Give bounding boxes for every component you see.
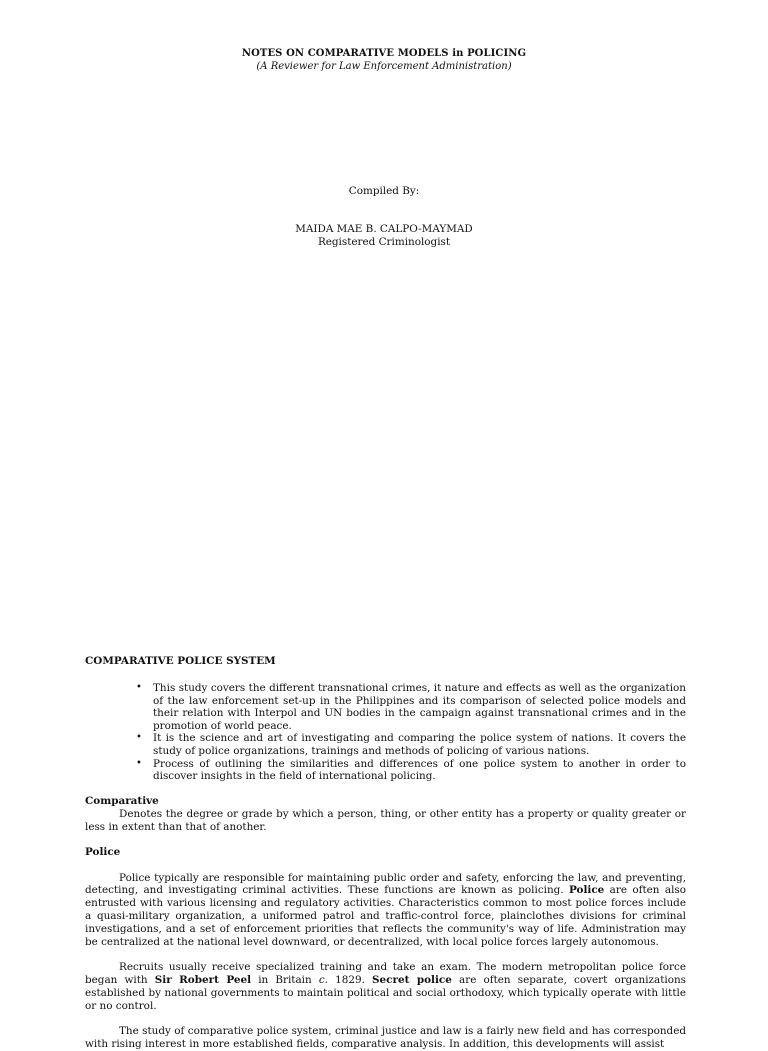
bullet-text: It is the science and art of investigating and comparing the police system of nations. It covers the study of police organizations, trainings and methods of policing of various nations. <box>153 732 686 757</box>
bullet-item <box>85 732 686 757</box>
police-p1-text-a: Police typically are responsible for maintaining public order and safety, enforcing the law, and preventing, detecting, and investigating criminal activities. These functions are known as policing. <box>85 871 686 897</box>
bullet-dot-icon: • <box>136 757 142 769</box>
bullet-list <box>85 682 686 783</box>
author-name: MAIDA MAE B. CALPO-MAYMAD <box>295 223 473 235</box>
police-p1-bold: Police <box>569 884 605 897</box>
police-paragraph-2 <box>85 961 686 1012</box>
bullet-text: Process of outlining the similarities and differences of one police system to another in order to discover insights in the field of international policing. <box>153 757 686 783</box>
author-role: Registered Criminologist <box>317 236 451 248</box>
police-heading: Police <box>85 846 121 858</box>
document-subtitle: (A Reviewer for Law Enforcement Administration) <box>256 61 512 72</box>
comparative-block <box>85 795 686 833</box>
bullet-dot-icon: • <box>136 682 142 693</box>
police-block <box>85 846 686 1051</box>
police-p2-text-d: 1829. <box>327 973 373 986</box>
compiled-by-label: Compiled By: <box>348 185 420 197</box>
bullet-item <box>85 682 686 732</box>
police-p2-text-a: Recruits usually receive specialized training and take an exam. The modern metropolitan police force began with <box>85 961 686 986</box>
police-paragraph-3: The study of comparative police system, criminal justice and law is a fairly new field and has corresponded with rising interest in more established fields, comparative analysis. In addition, this developments will assist <box>85 1025 686 1050</box>
document-title: NOTES ON COMPARATIVE MODELS in POLICING <box>241 48 527 59</box>
police-p2-text-b: in Britain <box>251 973 319 986</box>
bullet-list-container <box>85 682 686 783</box>
bullet-item <box>85 758 686 783</box>
police-p1-text-b: are often also entrusted with various licensing and regulatory activities. Characteristics common to most police forces include a quasi-military organization, a uniformed patrol and traffic-control force, plainclothes divisions for criminal investigations, and a set of enforcement priorities that reflects the community's way of life. Administration may be centralized at the national level downward, or decentralized, with local police forces largely autonomous. <box>85 884 686 948</box>
bullet-text: This study covers the different transnational crimes, it nature and effects as well as the organization of the law enforcement set-up in the Philippines and its comparison of selected police models and their relation with Interpol and UN bodies in the campaign against transnational crimes and in the promotion of world peace. <box>153 682 686 732</box>
bullet-dot-icon: • <box>136 732 142 744</box>
police-p2-italic-c: c. <box>318 973 328 986</box>
police-paragraph-1 <box>85 872 686 949</box>
comparative-definition: Denotes the degree or grade by which a person, thing, or other entity has a property or quality greater or less in extent than that of another. <box>85 807 686 833</box>
comparative-heading: Comparative <box>85 795 159 807</box>
police-p2-text-e: are often separate, covert organizations established by national governments to maintain political and social orthodoxy, which typically operate with little or no control. <box>85 973 686 1012</box>
police-p2-bold-secret: Secret police <box>372 973 452 986</box>
police-p2-bold-peel: Sir Robert Peel <box>154 973 252 986</box>
section-heading-comparative-police-system: COMPARATIVE POLICE SYSTEM <box>85 655 276 667</box>
